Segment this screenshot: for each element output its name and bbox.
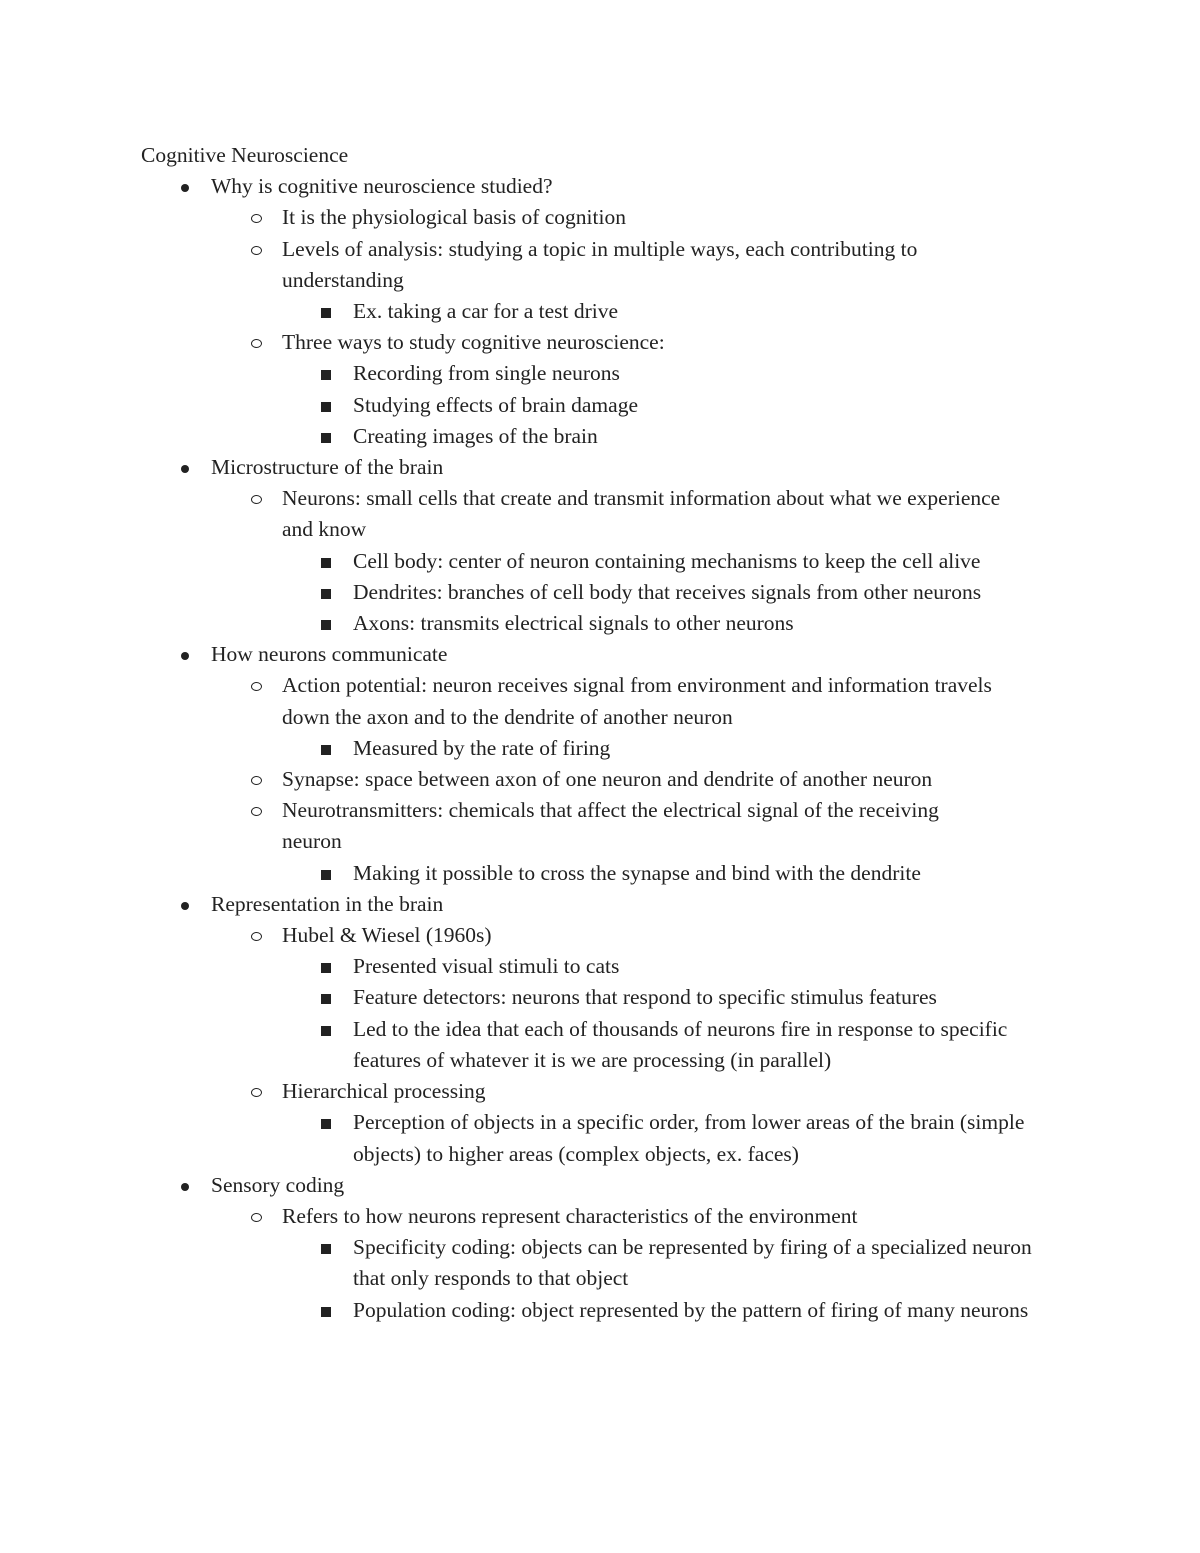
- section-heading: Why is cognitive neuroscience studied?: [211, 174, 553, 199]
- section-heading: Sensory coding: [211, 1172, 345, 1197]
- outline-list: [141, 171, 1061, 1326]
- outline-item-text: Levels of analysis: studying a topic in multiple ways, each contributing to understanding: [282, 236, 918, 292]
- sub-item: [282, 858, 1061, 889]
- sub-item-text: Measured by the rate of firing: [353, 735, 611, 760]
- section-items: [211, 920, 1061, 1170]
- section-heading: How neurons communicate: [211, 642, 448, 667]
- sub-item-text: Dendrites: branches of cell body that receives signals from other neurons: [353, 579, 982, 604]
- sub-item: [282, 1014, 1061, 1076]
- section-items: [211, 483, 1061, 639]
- outline-item-text: Hubel & Wiesel (1960s): [282, 923, 492, 948]
- bullet-square-icon: [321, 308, 331, 318]
- outline-section: [141, 889, 1061, 1170]
- sub-item: [282, 577, 1061, 608]
- outline-item-text: Synapse: space between axon of one neuron and dendrite of another neuron: [282, 767, 933, 792]
- section-items: [211, 1201, 1061, 1326]
- sub-item: [282, 733, 1061, 764]
- bullet-disc-icon: [181, 184, 189, 192]
- outline-item: [211, 1201, 1061, 1326]
- sub-item: [282, 1107, 1061, 1169]
- outline-section: [141, 1170, 1061, 1326]
- sub-item: [282, 1232, 1061, 1294]
- sub-items: [282, 951, 1061, 1076]
- bullet-square-icon: [321, 1244, 331, 1254]
- bullet-square-icon: [321, 402, 331, 412]
- sub-item: [282, 1295, 1061, 1326]
- bullet-circle-icon: [251, 807, 262, 816]
- outline-item-text: Three ways to study cognitive neuroscience:: [282, 330, 665, 355]
- bullet-circle-icon: [251, 495, 262, 504]
- document-title: Cognitive Neuroscience: [141, 143, 349, 167]
- bullet-circle-icon: [251, 1088, 262, 1097]
- sub-item-text: Cell body: center of neuron containing mechanisms to keep the cell alive: [353, 548, 981, 573]
- sub-item: [282, 358, 1061, 389]
- bullet-square-icon: [321, 1307, 331, 1317]
- sub-item-text: Feature detectors: neurons that respond to specific stimulus features: [353, 985, 937, 1010]
- bullet-disc-icon: [181, 1183, 189, 1191]
- bullet-square-icon: [321, 963, 331, 973]
- bullet-circle-icon: [251, 214, 262, 223]
- outline-item-text: It is the physiological basis of cognition: [282, 205, 626, 230]
- outline-item: [211, 327, 1061, 452]
- outline-item: [211, 795, 1061, 889]
- outline-item-text: Neurons: small cells that create and transmit information about what we experience and know: [282, 486, 1001, 542]
- sub-items: [282, 1232, 1061, 1326]
- sub-item-text: Creating images of the brain: [353, 423, 598, 448]
- sub-items: [282, 858, 1061, 889]
- outline-item: [211, 764, 1061, 795]
- sub-item: [282, 951, 1061, 982]
- sub-items: [282, 546, 1061, 640]
- outline-item: [211, 1076, 1061, 1170]
- bullet-square-icon: [321, 589, 331, 599]
- bullet-square-icon: [321, 620, 331, 630]
- section-heading: Representation in the brain: [211, 891, 444, 916]
- bullet-square-icon: [321, 1119, 331, 1129]
- bullet-disc-icon: [181, 902, 189, 910]
- bullet-disc-icon: [181, 465, 189, 473]
- outline-item: [211, 920, 1061, 1076]
- bullet-square-icon: [321, 558, 331, 568]
- outline-item: [211, 202, 1061, 233]
- outline-item: [211, 670, 1061, 764]
- document-body: [141, 140, 1061, 1326]
- bullet-square-icon: [321, 870, 331, 880]
- bullet-circle-icon: [251, 246, 262, 255]
- sub-items: [282, 358, 1061, 452]
- sub-item: [282, 421, 1061, 452]
- sub-item-text: Led to the idea that each of thousands of neurons fire in response to specific features of whatever it is we are processing (in parallel): [353, 1016, 1008, 1072]
- sub-item-text: Ex. taking a car for a test drive: [353, 299, 619, 324]
- bullet-circle-icon: [251, 1213, 262, 1222]
- outline-item-text: Hierarchical processing: [282, 1079, 486, 1104]
- sub-item-text: Axons: transmits electrical signals to other neurons: [353, 611, 794, 636]
- sub-item: [282, 982, 1061, 1013]
- bullet-circle-icon: [251, 932, 262, 941]
- outline-section: [141, 171, 1061, 452]
- outline-item: [211, 234, 1061, 328]
- bullet-circle-icon: [251, 776, 262, 785]
- outline-section: [141, 452, 1061, 639]
- bullet-circle-icon: [251, 339, 262, 348]
- sub-item-text: Studying effects of brain damage: [353, 392, 638, 417]
- sub-items: [282, 733, 1061, 764]
- sub-item-text: Perception of objects in a specific order, from lower areas of the brain (simple objects) to higher areas (complex objects, ex. faces): [353, 1110, 1025, 1166]
- sub-item-text: Population coding: object represented by the pattern of firing of many neurons: [353, 1297, 1029, 1322]
- section-items: [211, 670, 1061, 888]
- outline-item: [211, 483, 1061, 639]
- bullet-circle-icon: [251, 682, 262, 691]
- bullet-square-icon: [321, 994, 331, 1004]
- sub-item-text: Presented visual stimuli to cats: [353, 954, 620, 979]
- bullet-square-icon: [321, 745, 331, 755]
- section-heading: Microstructure of the brain: [211, 455, 444, 480]
- bullet-square-icon: [321, 370, 331, 380]
- sub-item-text: Making it possible to cross the synapse and bind with the dendrite: [353, 860, 921, 885]
- sub-item: [282, 390, 1061, 421]
- bullet-square-icon: [321, 433, 331, 443]
- sub-items: [282, 1107, 1061, 1169]
- bullet-square-icon: [321, 1026, 331, 1036]
- sub-item: [282, 546, 1061, 577]
- section-items: [211, 202, 1061, 452]
- outline-item-text: Action potential: neuron receives signal from environment and information travels down the axon and to the dendrite of another neuron: [282, 673, 992, 729]
- sub-items: [282, 296, 1061, 327]
- sub-item-text: Specificity coding: objects can be represented by firing of a specialized neuron that only responds to that object: [353, 1235, 1032, 1291]
- sub-item-text: Recording from single neurons: [353, 361, 620, 386]
- bullet-disc-icon: [181, 652, 189, 660]
- outline-item-text: Neurotransmitters: chemicals that affect the electrical signal of the receiving neuron: [282, 798, 939, 854]
- outline-section: [141, 639, 1061, 889]
- sub-item: [282, 296, 1061, 327]
- outline-item-text: Refers to how neurons represent characteristics of the environment: [282, 1203, 858, 1228]
- sub-item: [282, 608, 1061, 639]
